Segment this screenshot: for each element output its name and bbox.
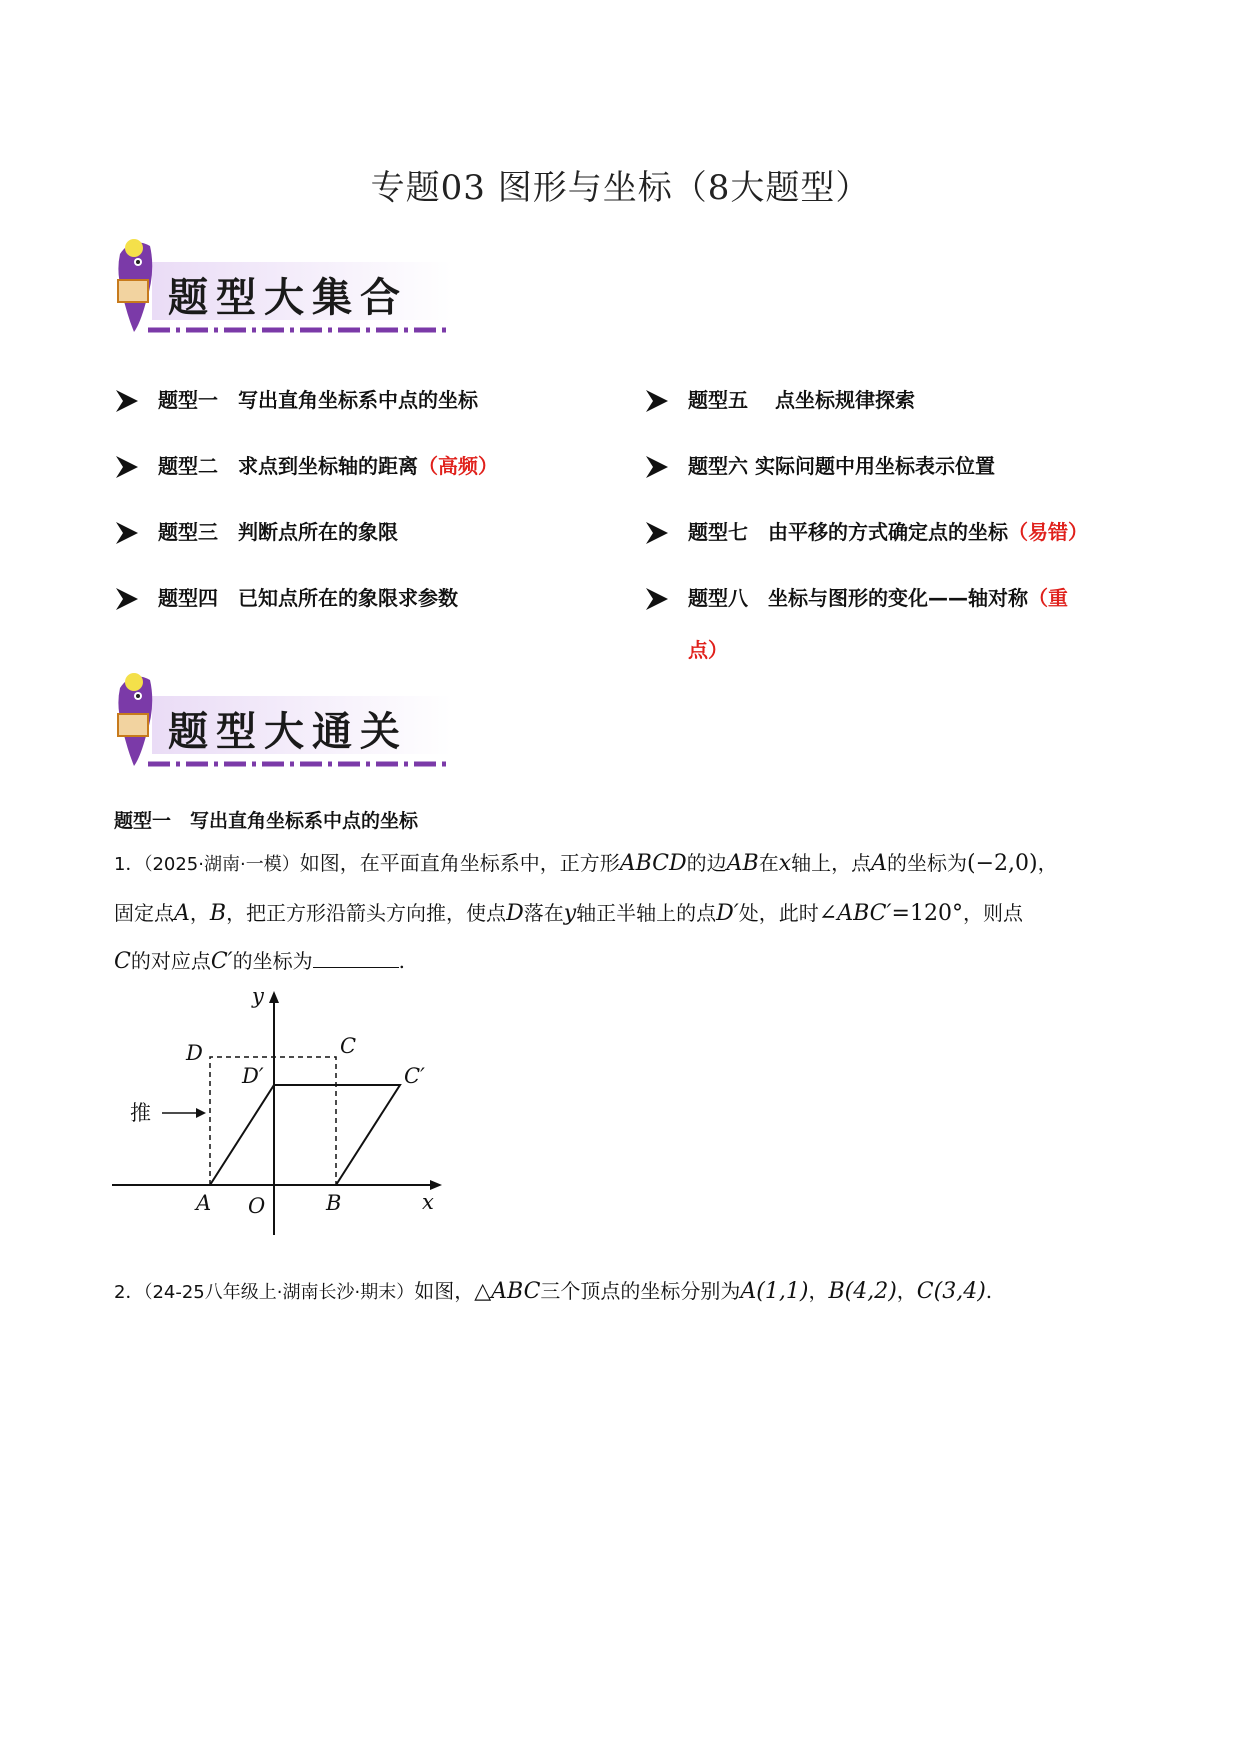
question-source: （24-25八年级上·湖南长沙·期末） — [143, 1282, 415, 1303]
toc-item-label: 题型二 求点到坐标轴的距离 — [158, 454, 418, 478]
label-C-prime: C′ — [404, 1064, 425, 1088]
math: C′ — [210, 949, 233, 974]
section-heading: 题型一 写出直角坐标系中点的坐标 — [114, 810, 419, 832]
toc-item-label: 题型七 由平移的方式确定点的坐标 — [688, 520, 1008, 544]
question-1-line-2 — [114, 898, 1023, 929]
question-number: 2． — [114, 1282, 144, 1303]
text: ， — [808, 1279, 829, 1303]
math: (−2,0) — [967, 851, 1038, 876]
text: 三个顶点的坐标分别为 — [540, 1279, 741, 1303]
text: . — [398, 949, 406, 973]
label-B: B — [326, 1191, 342, 1215]
answer-blank[interactable] — [313, 946, 399, 968]
math: C — [114, 949, 131, 974]
toc-item-tag: （重 — [1028, 586, 1068, 610]
math: x — [778, 851, 792, 876]
banner-practice — [112, 666, 462, 772]
question-number: 1． — [114, 854, 144, 875]
text: 处，此时 — [738, 901, 819, 925]
text: ，把正方形沿箭头方向推，使点 — [226, 901, 507, 925]
label-O: O — [248, 1194, 266, 1218]
question-2-line-1 — [114, 1276, 992, 1308]
text: 的坐标为 — [232, 949, 313, 973]
question-1-line-1 — [114, 848, 1058, 880]
math: B — [209, 901, 227, 926]
arrowhead-bullet-icon — [114, 388, 140, 414]
question-1-line-3 — [114, 946, 405, 977]
text: 轴正半轴上的点 — [576, 901, 717, 925]
page-title: 专题03 图形与坐标（8大题型） — [370, 168, 871, 208]
banner-practice-text: 题型大通关 — [168, 708, 408, 755]
geometry-figure — [112, 985, 442, 1235]
text: ， — [1037, 851, 1058, 875]
text: ，则点 — [962, 901, 1023, 925]
math: ∠ABC′ — [818, 901, 892, 926]
math: D — [506, 901, 524, 926]
math: D′ — [716, 901, 739, 926]
banner-collection — [112, 232, 462, 338]
math: =120° — [891, 901, 963, 926]
math: △ABC — [474, 1279, 541, 1304]
toc-item-label: 题型六 实际问题中用坐标表示位置 — [688, 454, 995, 478]
math: ABCD — [619, 851, 687, 876]
label-A: A — [196, 1191, 212, 1215]
toc-item-label: 题型五 点坐标规律探索 — [688, 388, 915, 412]
label-D: D — [186, 1041, 203, 1065]
text: ， — [896, 1279, 917, 1303]
math: C(3,4) — [916, 1279, 986, 1304]
toc-item-tag: （易错） — [1008, 520, 1088, 544]
arrowhead-bullet-icon — [644, 520, 670, 546]
text: 如图，在平面直角坐标系中，正方形 — [299, 851, 620, 875]
text: 如图， — [414, 1279, 475, 1303]
math: A(1,1) — [740, 1279, 809, 1304]
banner-collection-text: 题型大集合 — [168, 274, 408, 321]
math: y — [563, 901, 577, 926]
label-D-prime: D′ — [242, 1064, 264, 1088]
text: 的坐标为 — [887, 851, 968, 875]
toc-item-label: 题型一 写出直角坐标系中点的坐标 — [158, 388, 478, 412]
math: A — [174, 901, 190, 926]
math: A — [871, 851, 888, 876]
toc-item-label: 题型八 坐标与图形的变化——轴对称 — [688, 586, 1028, 610]
coordinate-diagram — [112, 985, 442, 1235]
question-source: （2025·湖南·一模） — [143, 854, 300, 875]
arrowhead-bullet-icon — [114, 454, 140, 480]
arrowhead-bullet-icon — [114, 520, 140, 546]
math: AB — [726, 851, 759, 876]
arrowhead-bullet-icon — [644, 586, 670, 612]
text: 轴上，点 — [791, 851, 872, 875]
toc-item-tag: （高频） — [418, 454, 498, 478]
toc-item-label: 题型四 已知点所在的象限求参数 — [158, 586, 458, 610]
text: 落在 — [523, 901, 564, 925]
text: 的边 — [686, 851, 727, 875]
label-push: 推 — [130, 1101, 151, 1125]
label-x-axis: x — [422, 1190, 434, 1214]
arrowhead-bullet-icon — [644, 388, 670, 414]
text: . — [985, 1279, 993, 1303]
toc-item-label: 题型三 判断点所在的象限 — [158, 520, 398, 544]
text: 的对应点 — [130, 949, 211, 973]
text: ， — [189, 901, 210, 925]
label-y-axis: y — [252, 984, 264, 1008]
text: 在 — [758, 851, 779, 875]
toc-item-8-wrap: 点） — [688, 638, 728, 662]
math: B(4,2) — [828, 1279, 897, 1304]
arrowhead-bullet-icon — [114, 586, 140, 612]
label-C: C — [340, 1034, 357, 1058]
arrowhead-bullet-icon — [644, 454, 670, 480]
text: 固定点 — [114, 901, 174, 925]
